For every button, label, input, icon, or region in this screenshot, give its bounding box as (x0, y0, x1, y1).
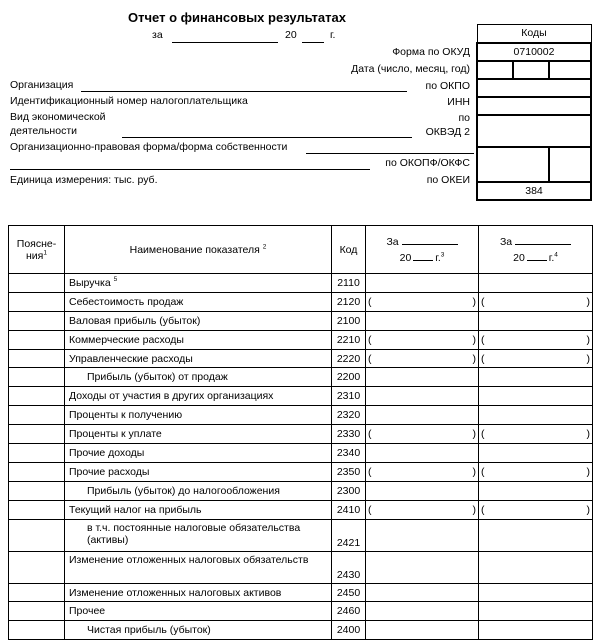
row-name-cell (65, 444, 332, 463)
okved-label-1: по (458, 112, 470, 124)
row-period1-value[interactable] (366, 551, 479, 583)
open-bracket: ( (368, 333, 372, 346)
row-period2-value[interactable] (479, 551, 593, 583)
row-notes-cell[interactable] (9, 330, 65, 349)
row-name-cell (65, 551, 332, 583)
row-period2-value[interactable] (479, 519, 593, 551)
row-period2-value[interactable] (479, 406, 593, 425)
legal-form-label: Организационно-правовая форма/форма собственности (10, 141, 288, 153)
year-suffix: г. (330, 29, 336, 41)
negative-value-brackets (481, 353, 590, 365)
row-period1-value[interactable] (366, 425, 479, 444)
negative-value-brackets (368, 504, 476, 516)
legal-form-field[interactable] (306, 153, 474, 154)
row-name-cell (65, 583, 332, 602)
open-bracket: ( (368, 352, 372, 365)
row-notes-cell[interactable] (9, 406, 65, 425)
row-name-cell (65, 406, 332, 425)
close-bracket: ) (472, 503, 476, 516)
row-notes-cell[interactable] (9, 274, 65, 293)
table-header-row (9, 226, 593, 274)
row-period1-value[interactable] (366, 274, 479, 293)
row-name: Себестоимость продаж (69, 295, 184, 308)
row-code: 2220 (332, 349, 366, 368)
row-name-cell (65, 274, 332, 293)
row-period2-value[interactable] (479, 274, 593, 293)
row-name: Прочие расходы (69, 465, 150, 478)
row-period2-value[interactable] (479, 583, 593, 602)
table-row (9, 387, 593, 406)
year-field[interactable] (302, 42, 324, 43)
close-bracket: ) (586, 333, 590, 346)
row-name-cell (65, 602, 332, 621)
row-name-cell (65, 425, 332, 444)
okopf-value-cell[interactable] (477, 147, 549, 182)
row-notes-cell[interactable] (9, 425, 65, 444)
row-period2-value[interactable] (479, 311, 593, 330)
row-name-cell (65, 462, 332, 481)
row-notes-cell[interactable] (9, 500, 65, 519)
row-name-cell (65, 621, 332, 640)
row-period1-value[interactable] (366, 311, 479, 330)
row-notes-cell[interactable] (9, 551, 65, 583)
organization-field[interactable] (81, 91, 407, 92)
open-bracket: ( (481, 352, 485, 365)
inn-field-label: Идентификационный номер налогоплательщика (10, 95, 248, 107)
close-bracket: ) (586, 428, 590, 441)
okpo-label: по ОКПО (425, 80, 470, 92)
row-name: Текущий налог на прибыль (69, 503, 202, 516)
col-period2-header: За 20 г.$^4$ (479, 226, 593, 274)
row-name: в т.ч. постоянные налоговые обязательства (активы) (87, 521, 301, 546)
row-period1-value[interactable] (366, 349, 479, 368)
row-notes-cell[interactable] (9, 462, 65, 481)
table-row (9, 621, 593, 640)
row-code: 2330 (332, 425, 366, 444)
open-bracket: ( (481, 333, 485, 346)
row-period1-value[interactable] (366, 387, 479, 406)
date-label: Дата (число, месяц, год) (351, 63, 470, 75)
close-bracket: ) (586, 503, 590, 516)
row-notes-cell[interactable] (9, 602, 65, 621)
financial-results-table (8, 225, 593, 640)
row-code: 2310 (332, 387, 366, 406)
negative-value-brackets (368, 334, 476, 346)
activity-field[interactable] (122, 137, 412, 138)
unit-label: Единица измерения: тыс. руб. (10, 174, 158, 186)
col-period1-header: За 20 г.$^3$ (366, 226, 479, 274)
okopf-label: по ОКОПФ/ОКФС (385, 157, 470, 169)
table-row (9, 551, 593, 583)
row-code: 2120 (332, 292, 366, 311)
row-footnote: 5 (113, 276, 118, 284)
col-notes-header: Поясне-ния$^1$ (9, 226, 65, 274)
row-code: 2410 (332, 500, 366, 519)
form-title: Отчет о финансовых результатах (128, 10, 346, 25)
row-name-cell (65, 311, 332, 330)
close-bracket: ) (472, 295, 476, 308)
table-row (9, 292, 593, 311)
row-name: Валовая прибыль (убыток) (69, 314, 201, 327)
activity-label-1: Вид экономической (10, 111, 106, 123)
table-row (9, 602, 593, 621)
open-bracket: ( (481, 465, 485, 478)
row-period1-value[interactable] (366, 462, 479, 481)
row-period1-value[interactable] (366, 292, 479, 311)
row-period1-value[interactable] (366, 406, 479, 425)
row-code: 2430 (332, 551, 366, 583)
row-period2-value[interactable] (479, 444, 593, 463)
row-period1-value[interactable] (366, 602, 479, 621)
okei-value: 384 (477, 182, 591, 200)
row-notes-cell[interactable] (9, 349, 65, 368)
row-notes-cell[interactable] (9, 519, 65, 551)
row-period2-value[interactable] (479, 425, 593, 444)
codes-heading: Коды (477, 25, 591, 44)
col-name-header: Наименование показателя $^2$ (65, 226, 332, 274)
table-row (9, 583, 593, 602)
activity-label-2: деятельности (10, 125, 77, 137)
inn-label: ИНН (447, 96, 470, 108)
row-notes-cell[interactable] (9, 583, 65, 602)
row-period1-value[interactable] (366, 444, 479, 463)
row-period2-value[interactable] (479, 602, 593, 621)
table-row (9, 462, 593, 481)
row-code: 2100 (332, 311, 366, 330)
open-bracket: ( (368, 465, 372, 478)
okei-label: по ОКЕИ (426, 174, 470, 186)
row-name: Доходы от участия в других организациях (69, 390, 274, 403)
period-field[interactable] (172, 42, 278, 43)
row-notes-cell[interactable] (9, 444, 65, 463)
okud-label: Форма по ОКУД (392, 46, 470, 58)
row-notes-cell[interactable] (9, 292, 65, 311)
row-name: Коммерческие расходы (69, 333, 184, 346)
negative-value-brackets (481, 466, 590, 478)
okpo-value-cell[interactable] (477, 79, 591, 97)
row-code: 2350 (332, 462, 366, 481)
row-period2-value[interactable] (479, 462, 593, 481)
open-bracket: ( (368, 503, 372, 516)
row-notes-cell[interactable] (9, 368, 65, 387)
negative-value-brackets (481, 504, 590, 516)
row-period1-value[interactable] (366, 481, 479, 500)
row-code: 2460 (332, 602, 366, 621)
negative-value-brackets (481, 334, 590, 346)
row-code: 2421 (332, 519, 366, 551)
organization-label: Организация (10, 79, 74, 91)
row-period2-value[interactable] (479, 349, 593, 368)
row-code: 2340 (332, 444, 366, 463)
row-name-cell (65, 368, 332, 387)
row-period1-value[interactable] (366, 519, 479, 551)
open-bracket: ( (368, 295, 372, 308)
row-name-cell (65, 481, 332, 500)
close-bracket: ) (472, 352, 476, 365)
date-day-cell[interactable] (477, 61, 513, 79)
open-bracket: ( (481, 503, 485, 516)
row-code: 2400 (332, 621, 366, 640)
okved-label-2: ОКВЭД 2 (425, 126, 470, 138)
table-row (9, 274, 593, 293)
row-name: Выручка (69, 276, 111, 289)
row-name: Управленческие расходы (69, 352, 193, 365)
table-row (9, 311, 593, 330)
row-name: Изменение отложенных налоговых обязательств (69, 553, 309, 566)
row-name-cell (65, 387, 332, 406)
row-name: Изменение отложенных налоговых активов (69, 586, 282, 599)
row-name-cell (65, 330, 332, 349)
table-row (9, 330, 593, 349)
row-period1-value[interactable] (366, 330, 479, 349)
okved-value-cell[interactable] (477, 115, 591, 147)
row-name-cell (65, 292, 332, 311)
row-name: Прибыль (убыток) от продаж (87, 371, 228, 384)
col-code-header: Код (332, 226, 366, 274)
inn-value-cell[interactable] (477, 97, 591, 115)
table-row (9, 368, 593, 387)
negative-value-brackets (368, 466, 476, 478)
open-bracket: ( (368, 428, 372, 441)
row-period2-value[interactable] (479, 481, 593, 500)
row-name: Чистая прибыль (убыток) (87, 624, 211, 637)
row-code: 2300 (332, 481, 366, 500)
row-period2-value[interactable] (479, 292, 593, 311)
negative-value-brackets (368, 428, 476, 440)
negative-value-brackets (481, 296, 590, 308)
row-name: Проценты к уплате (69, 428, 162, 441)
row-name: Прочие доходы (69, 446, 145, 459)
close-bracket: ) (586, 465, 590, 478)
legal-form-field-2[interactable] (10, 169, 370, 170)
table-row (9, 349, 593, 368)
row-period1-value[interactable] (366, 583, 479, 602)
table-row (9, 444, 593, 463)
row-notes-cell[interactable] (9, 621, 65, 640)
table-row (9, 481, 593, 500)
codes-table (476, 24, 592, 201)
row-period2-value[interactable] (479, 500, 593, 519)
table-row (9, 425, 593, 444)
close-bracket: ) (472, 333, 476, 346)
date-year-cell[interactable] (549, 61, 591, 79)
table-row (9, 500, 593, 519)
row-period1-value[interactable] (366, 621, 479, 640)
row-name-cell (65, 500, 332, 519)
row-code: 2450 (332, 583, 366, 602)
row-name: Прочее (69, 605, 106, 618)
date-month-cell[interactable] (513, 61, 549, 79)
table-row (9, 406, 593, 425)
row-name-cell (65, 519, 332, 551)
row-code: 2110 (332, 274, 366, 293)
row-name: Прибыль (убыток) до налогообложения (87, 484, 280, 497)
row-code: 2210 (332, 330, 366, 349)
row-notes-cell[interactable] (9, 387, 65, 406)
row-notes-cell[interactable] (9, 481, 65, 500)
open-bracket: ( (481, 428, 485, 441)
close-bracket: ) (472, 428, 476, 441)
row-notes-cell[interactable] (9, 311, 65, 330)
row-code: 2200 (332, 368, 366, 387)
row-period2-value[interactable] (479, 330, 593, 349)
year-prefix: 20 (285, 29, 297, 41)
period-prefix: за (152, 29, 163, 41)
row-name: Проценты к получению (69, 409, 183, 422)
row-code: 2320 (332, 406, 366, 425)
row-name-cell (65, 349, 332, 368)
negative-value-brackets (481, 428, 590, 440)
close-bracket: ) (472, 465, 476, 478)
negative-value-brackets (368, 353, 476, 365)
row-period2-value[interactable] (479, 387, 593, 406)
row-period1-value[interactable] (366, 500, 479, 519)
okud-value: 0710002 (477, 43, 591, 61)
row-period1-value[interactable] (366, 368, 479, 387)
open-bracket: ( (481, 295, 485, 308)
close-bracket: ) (586, 295, 590, 308)
row-period2-value[interactable] (479, 368, 593, 387)
negative-value-brackets (368, 296, 476, 308)
table-row (9, 519, 593, 551)
close-bracket: ) (586, 352, 590, 365)
okfs-value-cell[interactable] (549, 147, 591, 182)
row-period2-value[interactable] (479, 621, 593, 640)
